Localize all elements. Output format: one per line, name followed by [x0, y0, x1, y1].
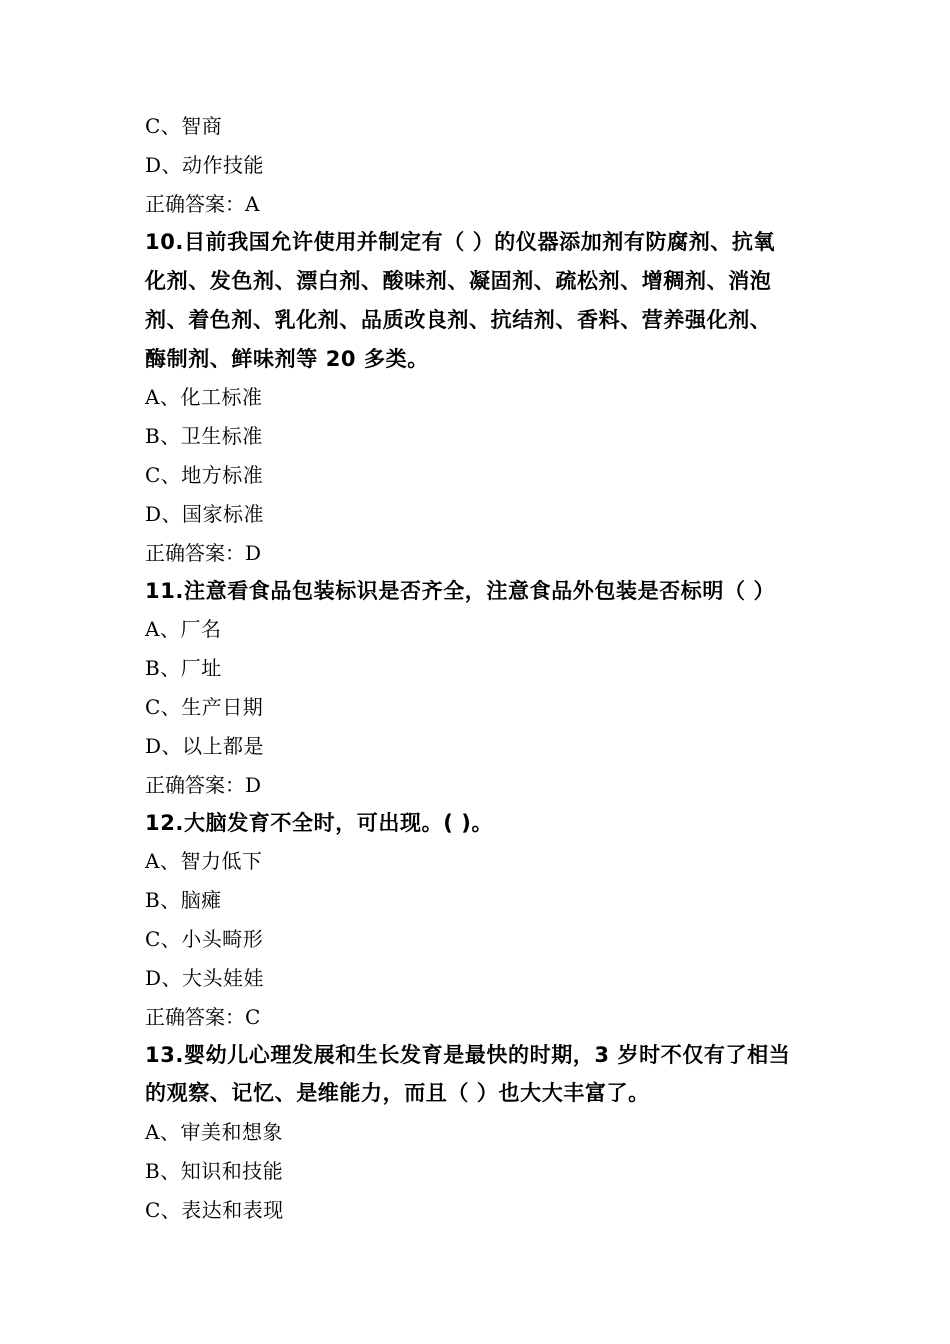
q12-option-c: C、小头畸形	[145, 927, 264, 951]
answer-q10: 正确答案：D	[145, 541, 262, 565]
question-10-line-4: 酶制剂、鲜味剂等 20 多类。	[145, 347, 429, 371]
q11-option-b: B、厂址	[145, 656, 222, 680]
question-13-line-2: 的观察、记忆、是维能力，而且（ ）也大大丰富了。	[145, 1081, 650, 1105]
option-c-iq: C、智商	[145, 114, 223, 138]
question-12: 12.大脑发育不全时，可出现。( )。	[145, 811, 494, 835]
answer-q9: 正确答案：A	[145, 192, 260, 216]
answer-q12: 正确答案：C	[145, 1005, 261, 1029]
q10-option-c: C、地方标准	[145, 463, 264, 487]
q13-option-a: A、审美和想象	[145, 1120, 283, 1144]
q13-option-b: B、知识和技能	[145, 1159, 284, 1183]
q11-option-d: D、以上都是	[145, 734, 265, 758]
option-d-motor-skills: D、动作技能	[145, 153, 265, 177]
q11-option-c: C、生产日期	[145, 695, 264, 719]
question-13-line-1: 13.婴幼儿心理发展和生长发育是最快的时期，3 岁时不仅有了相当	[145, 1043, 791, 1067]
question-10-line-3: 剂、着色剂、乳化剂、品质改良剂、抗结剂、香料、营养强化剂、	[145, 308, 772, 332]
q11-option-a: A、厂名	[145, 617, 222, 641]
question-11: 11.注意看食品包装标识是否齐全，注意食品外包装是否标明（ ）	[145, 579, 776, 603]
q12-option-b: B、脑瘫	[145, 888, 222, 912]
q10-option-b: B、卫生标准	[145, 424, 263, 448]
q12-option-a: A、智力低下	[145, 849, 263, 873]
question-10-line-2: 化剂、发色剂、漂白剂、酸味剂、凝固剂、疏松剂、增稠剂、消泡	[145, 269, 772, 293]
answer-q11: 正确答案：D	[145, 773, 262, 797]
question-10-line-1: 10.目前我国允许使用并制定有（ ）的仪器添加剂有防腐剂、抗氧	[145, 230, 776, 254]
q10-option-d: D、国家标准	[145, 502, 265, 526]
q13-option-c: C、表达和表现	[145, 1198, 284, 1222]
q12-option-d: D、大头娃娃	[145, 966, 265, 990]
q10-option-a: A、化工标准	[145, 385, 263, 409]
